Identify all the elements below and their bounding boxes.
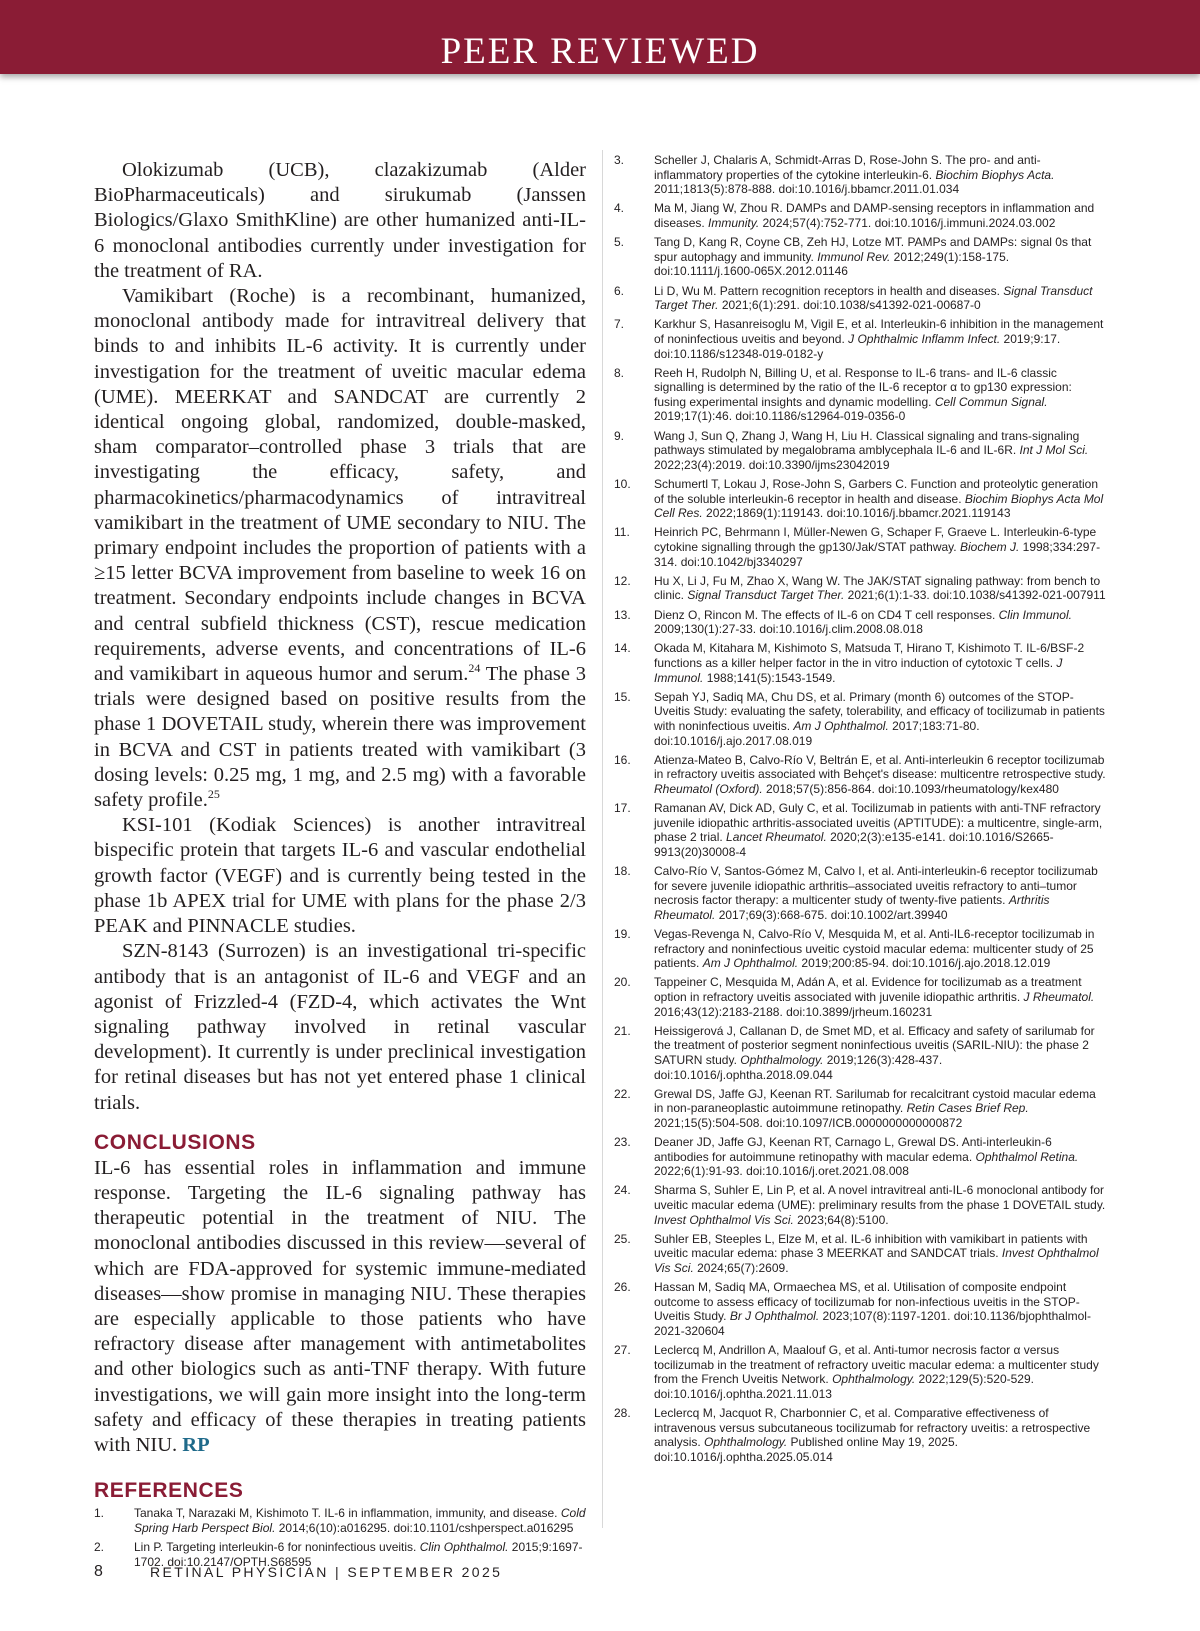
reference-citation: 2022;6(1):91-93. doi:10.1016/j.oret.2021.08.008 — [654, 1164, 909, 1179]
reference-item — [94, 1506, 586, 1535]
publication-footer: RETINAL PHYSICIAN | SEPTEMBER 2025 — [150, 1564, 503, 1580]
reference-citation: 2024;65(7):2609. — [693, 1261, 789, 1276]
reference-item — [614, 1343, 1106, 1401]
body-paragraph-ksi-101: KSI-101 (Kodiak Sciences) is another intravitreal bispecific protein that targets IL-6 and vascular endothelial growth factor (VEGF) and is currently being tested in the phase 1b APEX trial for UME with plans for the phase 2/3 PEAK and PINNACLE studies. — [94, 814, 586, 938]
reference-item — [614, 1280, 1106, 1338]
reference-item — [614, 864, 1106, 922]
conclusions-text: IL-6 has essential roles in inflammation and immune response. Targeting the IL-6 signaling pathway has therapeutic potential in the treatment of NIU. The monoclonal antibodies discussed in this review—several of which are FDA-approved for systemic immune-mediated diseases—show promise in managing NIU. These therapies are especially applicable to those patients who have refractory disease after management with antimetabolites and other biologics such as anti-TNF therapy. With future investigations, we will gain more insight into the long-term safety and efficacy of these therapies in treating patients with NIU. — [94, 1156, 586, 1456]
conclusions-paragraph — [94, 1156, 586, 1458]
reference-number: 14. — [614, 641, 631, 656]
reference-journal: Cell Commun Signal. — [934, 394, 1048, 409]
reference-number: 27. — [614, 1343, 631, 1358]
reference-text: Calvo-Río V, Santos-Gómez M, Calvo I, et al. Anti-interleukin-6 receptor tocilizumab for severe juvenile idiopathic arthritis–associated uveitis refractory to anti–tumor necrosis factor therapy: a multicenter study of twenty-five patients. — [654, 864, 1098, 908]
reference-number: 21. — [614, 1023, 631, 1038]
reference-text: Hu X, Li J, Fu M, Zhao X, Wang W. The JAK/STAT signaling pathway: from bench to clinic. — [654, 573, 1101, 603]
reference-citation: 2012;249(1):158-175. doi:10.1111/j.1600-065X.2012.01146 — [654, 249, 1010, 279]
reference-text: Sepah YJ, Sadiq MA, Chu DS, et al. Primary (month 6) outcomes of the STOP-Uveitis Study: evaluating the safety, tolerability, and efficacy of tocilizumab in patients with noninfectious uveitis. — [654, 689, 1105, 733]
reference-citation: 2014;6(10):a016295. doi:10.1101/cshperspect.a016295 — [275, 1520, 574, 1535]
reference-journal: Ophthalmology. — [832, 1372, 916, 1387]
reference-citation: 2023;107(8):1197-1201. doi:10.1136/bjophthalmol-2021-320604 — [654, 1309, 1091, 1338]
reference-text: Atienza-Mateo B, Calvo-Río V, Beltrán E, et al. Anti-interleukin 6 receptor tocilizumab in refractory uveitis associated with Behçet's disease: multicentre retrospective study. — [654, 752, 1106, 782]
reference-text: Okada M, Kitahara M, Kishimoto S, Matsuda T, Hirano T, Kishimoto T. IL-6/BSF-2 functions as a killer helper factor in the in vitro induction of cytotoxic T cells. — [654, 641, 1085, 670]
reference-citation: 2022;23(4):2019. doi:10.3390/ijms23042019 — [654, 457, 890, 472]
reference-journal: J Ophthalmic Inflamm Infect. — [848, 331, 1001, 346]
reference-journal: Retin Cases Brief Rep. — [906, 1101, 1029, 1116]
reference-item — [614, 574, 1106, 603]
reference-item — [614, 1232, 1106, 1276]
reference-number: 7. — [614, 317, 625, 332]
reference-number: 25. — [614, 1231, 631, 1246]
reference-number: 8. — [614, 365, 625, 380]
reference-journal: Immunol Rev. — [817, 249, 891, 264]
reference-journal: Ophthalmology. — [704, 1435, 788, 1450]
reference-journal: Am J Ophthalmol. — [793, 718, 889, 733]
reference-journal: Int J Mol Sci. — [1019, 443, 1089, 458]
reference-item — [614, 366, 1106, 424]
reference-list-left — [94, 1506, 586, 1569]
reference-item — [614, 753, 1106, 797]
reference-journal: Biochem J. — [959, 540, 1020, 554]
reference-text: Ma M, Jiang W, Zhou R. DAMPs and DAMP-sensing receptors in inflammation and diseases. — [654, 201, 1095, 230]
reference-journal: J Immunol. — [654, 655, 1063, 685]
reference-journal: Clin Ophthalmol. — [419, 1539, 509, 1554]
reference-text: Li D, Wu M. Pattern recognition receptors in health and diseases. — [654, 283, 1004, 298]
reference-item — [614, 975, 1106, 1019]
reference-citation: 2009;130(1):27-33. doi:10.1016/j.clim.2008.08.018 — [654, 622, 923, 637]
reference-text: Deaner JD, Jaffe GJ, Keenan RT, Carnago L, Grewal DS. Anti-interleukin-6 antibodies for autoimmune retinopathy with macular edema. — [654, 1135, 1052, 1164]
reference-item — [614, 284, 1106, 313]
reference-item — [614, 1024, 1106, 1082]
reference-citation: 2019;17(1):46. doi:10.1186/s12964-019-0356-0 — [654, 409, 906, 424]
reference-citation: 1998;334:297-314. doi:10.1042/bj3340297 — [654, 540, 1101, 569]
reference-journal: Biochim Biophys Acta Mol Cell Res. — [654, 491, 1104, 521]
reference-journal: Biochim Biophys Acta. — [935, 167, 1055, 182]
reference-citation: 2016;43(12):2183-2188. doi:10.3899/jrheum.160231 — [654, 1004, 933, 1019]
reference-citation: 2024;57(4):752-771. doi:10.1016/j.immuni.2024.03.002 — [759, 215, 1056, 230]
reference-number: 3. — [614, 153, 625, 167]
reference-text: Reeh H, Rudolph N, Billing U, et al. Response to IL-6 trans- and IL-6 classic signalling is determined by the ratio of the IL-6 receptor α to gp130 expression: fusing experimental insights and dynamic modelling. — [654, 365, 1072, 409]
reference-item — [614, 153, 1106, 197]
reference-number: 17. — [614, 801, 631, 816]
reference-journal: Ophthalmology. — [740, 1052, 824, 1067]
right-column — [614, 153, 1106, 1469]
reference-item — [614, 525, 1106, 569]
references-heading: REFERENCES — [94, 1479, 244, 1503]
reference-text: Leclercq M, Jacquot R, Charbonnier C, et al. Comparative effectiveness of intravenous versus subcutaneous tocilizumab for refractory uveitis: a retrospective analysis. — [654, 1406, 1091, 1450]
reference-item — [614, 1087, 1106, 1131]
reference-number: 4. — [614, 201, 625, 216]
reference-number: 9. — [614, 428, 625, 443]
reference-item — [614, 201, 1106, 230]
reference-journal: Arthritis Rheumatol. — [654, 893, 1050, 922]
reference-item — [614, 608, 1106, 637]
reference-number: 22. — [614, 1086, 631, 1101]
reference-text: Tang D, Kang R, Coyne CB, Zeh HJ, Lotze MT. PAMPs and DAMPs: signal 0s that spur autophagy and immunity. — [654, 235, 1092, 264]
reference-text: Dienz O, Rincon M. The effects of IL-6 on CD4 T cell responses. — [654, 607, 999, 622]
reference-citation: 2011;1813(5):878-888. doi:10.1016/j.bbamcr.2011.01.034 — [654, 182, 960, 197]
reference-item — [614, 641, 1106, 685]
paragraph-text: Vamikibart (Roche) is a recombinant, humanized, monoclonal antibody made for intravitreal delivery that binds to and inhibits IL-6 activity. It is currently under investigation for the treatment of uveitic macular edema (UME). MEERKAT and SANDCAT are currently 2 identical ongoing global, randomized, double-masked, sham comparator–controlled phase 3 trials that are investigating the efficacy, safety, and pharmacokinetics/pharmacodynamics of intravitreal vamikibart in the treatment of UME secondary to NIU. The primary endpoint includes the proportion of patients with a ≥15 letter BCVA improvement from baseline to week 16 on treatment. Secondary endpoints include changes in BCVA and central subfield thickness (CST), rescue medication requirements, adverse events, and concentrations of IL-6 and vamikibart in aqueous humor and serum. — [94, 285, 586, 686]
reference-journal: Ophthalmol Retina. — [975, 1149, 1079, 1164]
reference-text: Tappeiner C, Mesquida M, Adán A, et al. Evidence for tocilizumab as a treatment option in refractory uveitis associated with juvenile idiopathic arthritis. — [654, 975, 1082, 1004]
reference-citation: 1988;141(5):1543-1549. — [703, 670, 836, 685]
reference-citation: 2019;9:17. doi:10.1186/s12348-019-0182-y — [654, 331, 1061, 361]
reference-journal: Rheumatol (Oxford). — [654, 781, 763, 796]
reference-text: Suhler EB, Steeples L, Elze M, et al. IL-6 inhibition with vamikibart in patients with uveitic macular edema: phase 3 MEERKAT and SANDCAT trials. — [654, 1231, 1088, 1261]
reference-citation: 2023;64(8):5100. — [793, 1212, 889, 1227]
reference-citation: 2019;126(3):428-437. doi:10.1016/j.ophtha.2018.09.044 — [654, 1052, 943, 1082]
body-paragraph-vamikibart — [94, 284, 586, 813]
reference-text: Wang J, Sun Q, Zhang J, Wang H, Liu H. Classical signaling and trans-signaling pathways stimulated by megalobrama amblycephala IL-6 and IL-6R. — [654, 428, 1080, 458]
reference-item — [614, 235, 1106, 279]
reference-item — [614, 477, 1106, 521]
reference-list-right — [614, 153, 1106, 1465]
reference-text: Ramanan AV, Dick AD, Guly C, et al. Tocilizumab in patients with anti-TNF refractory juvenile idiopathic arthritis-associated uveitis (APTITUDE): a multicentre, single-arm, phase 2 trial. — [654, 801, 1103, 845]
reference-text: Karkhur S, Hasanreisoglu M, Vigil E, et al. Interleukin-6 inhibition in the management of noninfectious uveitis and beyond. — [654, 317, 1104, 346]
reference-journal: Clin Immunol. — [998, 607, 1072, 622]
reference-citation: Published online May 19, 2025. doi:10.1016/j.ophtha.2025.05.014 — [654, 1435, 958, 1464]
reference-text: Tanaka T, Narazaki M, Kishimoto T. IL-6 in inflammation, immunity, and disease. — [134, 1506, 561, 1521]
left-column — [94, 158, 586, 1574]
reference-number: 10. — [614, 477, 631, 492]
reference-text: Heinrich PC, Behrmann I, Müller-Newen G, Schaper F, Graeve L. Interleukin-6-type cytokine signalling through the gp130/Jak/STAT pathway. — [654, 525, 1097, 554]
reference-number: 18. — [614, 864, 631, 879]
reference-citation: 2022;129(5):520-529. doi:10.1016/j.ophtha.2021.11.013 — [654, 1372, 1034, 1401]
reference-citation: 2021;15(5):504-508. doi:10.1097/ICB.0000000000000872 — [654, 1115, 963, 1130]
citation-superscript: 25 — [207, 787, 220, 802]
reference-item — [614, 690, 1106, 748]
reference-text: Heissigerová J, Callanan D, de Smet MD, et al. Efficacy and safety of sarilumab for the treatment of posterior segment noninfectious uveitis (SARIL-NIU): the phase 2 SATURN study. — [654, 1023, 1095, 1067]
reference-journal: Lancet Rheumatol. — [726, 830, 827, 845]
reference-text: Vegas-Revenga N, Calvo-Río V, Mesquida M, et al. Anti-IL6-receptor tocilizumab in refractory and noninfectious uveitic cystoid macular edema: multicenter study of 25 patients. — [654, 927, 1095, 971]
reference-text: Scheller J, Chalaris A, Schmidt-Arras D, Rose-John S. The pro- and anti-inflammatory properties of the cytokine interleukin-6. — [654, 153, 1041, 182]
conclusions-heading: CONCLUSIONS — [94, 1130, 256, 1154]
body-paragraph-szn-8143: SZN-8143 (Surrozen) is an investigational tri-specific antibody that is an antagonist of IL-6 and VEGF and an agonist of Frizzled-4 (FZD-4, which activates the Wnt signaling pathway involved in retinal vascular development). It currently is under preclinical investigation for retinal diseases but has not yet entered phase 1 clinical trials. — [94, 940, 586, 1114]
reference-text: Lin P. Targeting interleukin-6 for noninfectious uveitis. — [134, 1539, 420, 1554]
reference-citation: 2019;200:85-94. doi:10.1016/j.ajo.2018.12.019 — [798, 956, 1051, 971]
reference-number: 11. — [614, 525, 630, 540]
reference-journal: Invest Ophthalmol Vis Sci. — [654, 1212, 794, 1227]
peer-reviewed-banner — [0, 0, 1200, 74]
reference-number: 1. — [94, 1506, 105, 1521]
reference-number: 23. — [614, 1135, 631, 1150]
paragraph-text: The phase 3 trials were designed based on positive results from the phase 1 DOVETAIL study, wherein there was improvement in BCVA and CST in patients treated with vamikibart (3 dosing levels: 0.25 mg, 1 mg, and 2.5 mg) with a favorable safety profile. — [94, 663, 586, 812]
reference-citation: 2015;9:1697-1702. doi:10.2147/OPTH.S68595 — [134, 1539, 583, 1569]
reference-citation: 2022;1869(1):119143. doi:10.1016/j.bbamcr.2021.119143 — [702, 506, 1011, 521]
reference-journal: Cold Spring Harb Perspect Biol. — [134, 1506, 586, 1535]
reference-item — [614, 1135, 1106, 1179]
reference-citation: 2021;6(1):1-33. doi:10.1038/s41392-021-007911 — [844, 588, 1106, 603]
reference-journal: Br J Ophthalmol. — [729, 1309, 820, 1324]
reference-number: 12. — [614, 573, 631, 588]
rp-end-mark: RP — [182, 1433, 210, 1456]
reference-item — [614, 927, 1106, 971]
reference-text: Hassan M, Sadiq MA, Ormaechea MS, et al. Utilisation of composite endpoint outcome to assess efficacy of tocilizumab for non-infectious uveitis in the STOP-Uveitis Study. — [654, 1280, 1080, 1324]
reference-item — [614, 1406, 1106, 1464]
reference-citation: 2018;57(5):856-864. doi:10.1093/rheumatology/kex480 — [762, 781, 1059, 796]
page-number: 8 — [94, 1563, 103, 1580]
reference-journal: Invest Ophthalmol Vis Sci. — [654, 1246, 1099, 1276]
reference-number: 20. — [614, 975, 631, 990]
reference-journal: J Rheumatol. — [1023, 989, 1095, 1004]
reference-text: Schumertl T, Lokau J, Rose-John S, Garbers C. Function and proteolytic generation of the soluble interleukin-6 receptor in health and disease. — [654, 477, 1099, 506]
reference-citation: 2020;2(3):e135-e141. doi:10.1016/S2665-9913(20)30008-4 — [654, 830, 1054, 859]
reference-number: 5. — [614, 235, 625, 250]
reference-journal: Signal Transduct Target Ther. — [687, 588, 845, 603]
reference-text: Leclercq M, Andrillon A, Maalouf G, et al. Anti-tumor necrosis factor α versus tocilizumab in the treatment of refractory uveitic macular edema: a multicenter study from the French Uveitis Network. — [654, 1343, 1099, 1387]
reference-item — [614, 1183, 1106, 1227]
reference-item — [614, 801, 1106, 859]
banner-title: PEER REVIEWED — [440, 31, 760, 72]
reference-journal: Am J Ophthalmol. — [702, 956, 799, 971]
reference-citation: 2021;6(1):291. doi:10.1038/s41392-021-00687-0 — [718, 298, 981, 313]
reference-number: 26. — [614, 1280, 631, 1295]
reference-number: 13. — [614, 607, 631, 622]
reference-number: 2. — [94, 1539, 105, 1554]
reference-text: Sharma S, Suhler E, Lin P, et al. A novel intravitreal anti-IL-6 monoclonal antibody for uveitic macular edema (UME): preliminary results from the phase 1 DOVETAIL study. — [654, 1183, 1106, 1213]
reference-citation: 2017;69(3):668-675. doi:10.1002/art.39940 — [715, 907, 948, 922]
reference-number: 19. — [614, 927, 631, 941]
reference-number: 6. — [614, 283, 625, 298]
citation-superscript: 24 — [468, 661, 481, 676]
reference-item — [614, 317, 1106, 361]
reference-number: 15. — [614, 689, 631, 704]
reference-item — [614, 429, 1106, 473]
reference-journal: Signal Transduct Target Ther. — [654, 283, 1093, 313]
reference-number: 24. — [614, 1183, 631, 1198]
reference-citation: 2017;183:71-80. doi:10.1016/j.ajo.2017.08.019 — [654, 718, 980, 748]
reference-text: Grewal DS, Jaffe GJ, Keenan RT. Sarilumab for recalcitrant cystoid macular edema in non-paraneoplastic autoimmune retinopathy. — [654, 1086, 1096, 1116]
reference-number: 16. — [614, 752, 631, 767]
body-paragraph-olokizumab: Olokizumab (UCB), clazakizumab (Alder BioPharmaceuticals) and sirukumab (Janssen Biologics/Glaxo SmithKline) are other humanized anti-IL-6 monoclonal antibodies currently under investigation for the treatment of RA. — [94, 159, 586, 282]
page-footer — [94, 1563, 694, 1583]
reference-number: 28. — [614, 1406, 631, 1421]
reference-journal: Immunity. — [708, 215, 760, 230]
column-divider — [602, 150, 603, 1528]
